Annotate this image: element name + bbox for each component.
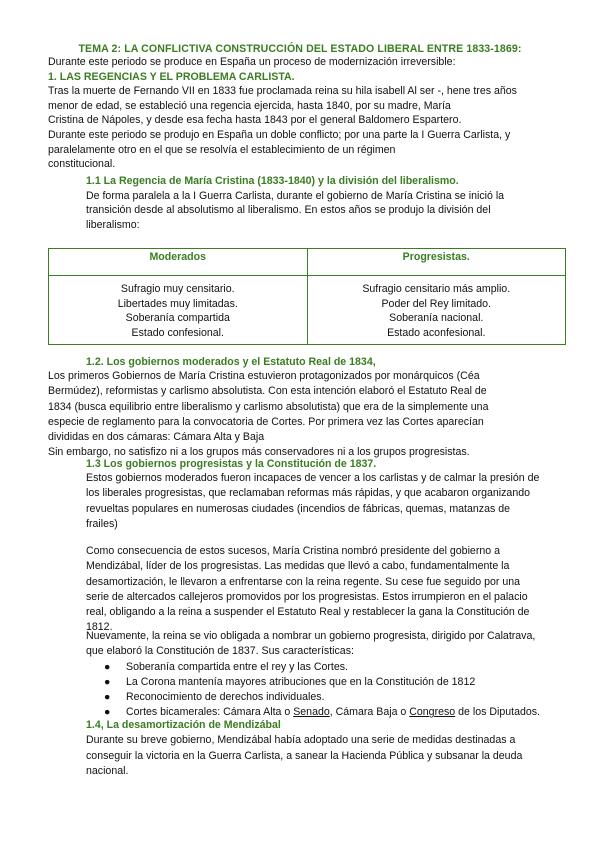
section-1-3-para3	[86, 629, 576, 660]
section1-heading: 1. LAS REGENCIAS Y EL PROBLEMA CARLISTA.	[48, 70, 295, 83]
list-item-text: La Corona mantenía mayores atribuciones que en la Constitución de 1812	[126, 676, 476, 689]
body-line: frailes)	[86, 517, 118, 530]
bullet-icon: ●	[104, 691, 111, 704]
section-1-4-block	[86, 718, 576, 779]
text-fragment: , Cámara Baja o	[329, 706, 410, 719]
page-title: TEMA 2: LA CONFLICTIVA CONSTRUCCIÓN DEL ESTADO LIBERAL ENTRE 1833-1869:	[78, 43, 522, 55]
header-moderados: Moderados	[49, 249, 308, 276]
body-line: los liberales progresistas, que reclamaban reformas más rápidas, y que acabaron organizando	[86, 487, 531, 500]
intro-line: Durante este periodo se produce en España un proceso de modernización irreversible:	[48, 56, 456, 68]
body-line: Tras la muerte de Fernando VII en 1833 fue proclamada reina su hila isabell Al ser -, hene tres años	[48, 85, 517, 98]
body-line: serie de altercados callejeros promovidos por los progresistas. Estos irrumpieron en el palacio	[86, 590, 528, 603]
body-line: especie de reglamento para la convocatoria de Cortes. Por primera vez las Cortes aparecían	[48, 415, 484, 428]
section-1-3-para2	[86, 544, 576, 636]
body-line: 1834 (busca equilibrio entre liberalismo y carlismo absolutista) que era de la simplemente una	[48, 400, 489, 413]
text-fragment: Cortes bicamerales: Cámara Alta o	[126, 706, 294, 719]
body-line: 1812.	[86, 621, 113, 634]
body-line: revueltas populares en numerosas ciudades (incendios de fábricas, quemas, matanzas de	[86, 502, 510, 515]
body-line: nacional.	[86, 764, 129, 777]
section-1-1-block	[86, 174, 556, 232]
body-line: Mendizábal, líder de los progresistas. Las medidas que llevó a cabo, fundamentalmente la	[86, 560, 510, 573]
liberalism-comparison-table	[48, 248, 566, 345]
body-line: desamortización, le llevaron a enfrentarse con la reina regente. Su cese fue seguido por una	[86, 575, 521, 588]
section-1-3-para1	[86, 471, 576, 532]
text-fragment: de los Diputados.	[455, 706, 540, 719]
constitution-characteristics-list	[86, 660, 566, 720]
section-1-2-body	[48, 369, 568, 461]
list-item	[86, 675, 566, 690]
body-line: Bermúdez), reformistas y carlismo absolutista. Con esta intención elaboró el Estatuto Real de	[48, 385, 487, 398]
section-1-1-heading: 1.1 La Regencia de María Cristina (1833-1840) y la división del liberalismo.	[86, 175, 459, 187]
body-line: divididas en dos cámaras: Cámara Alta y Baja	[48, 431, 265, 444]
list-item-text: Reconocimiento de derechos individuales.	[126, 691, 325, 704]
moderados-item: Soberanía compartida	[125, 312, 230, 325]
list-item-text: Soberanía compartida entre el rey y las Cortes.	[126, 661, 348, 673]
body-line: transición desde al absolutismo al liberalismo. En estos años se produjo la división del	[86, 204, 491, 217]
senado-term: Senado	[293, 706, 330, 719]
bullet-icon: ●	[104, 706, 111, 719]
section-1-2-heading: 1.2. Los gobiernos moderados y el Estatuto Real de 1834,	[86, 356, 376, 368]
body-line: Durante su breve gobierno, Mendizábal había adoptado una serie de medidas destinadas a	[86, 734, 516, 747]
body-line: liberalismo:	[86, 218, 140, 231]
body-line: menor de edad, se estableció una regencia ejercida, hasta 1840, por su madre, María	[48, 99, 451, 112]
section1-block	[48, 55, 517, 172]
body-line: constitucional.	[48, 158, 116, 171]
moderados-item: Sufragio muy censitario.	[120, 283, 235, 295]
list-item-text	[126, 706, 540, 718]
bullet-icon: ●	[104, 676, 111, 689]
section-1-3-heading: 1.3 Los gobiernos progresistas y la Constitución de 1837.	[86, 458, 377, 470]
body-line: De forma paralela a la I Guerra Carlista, durante el gobierno de María Cristina se inició la	[86, 189, 505, 202]
body-line: paralelamente otro en el que se resolvía el establecimiento de un régimen	[48, 143, 396, 156]
list-item	[86, 690, 566, 705]
body-line: Sin embargo, no satisfizo ni a los grupos más conservadores ni a los grupos progresistas.	[48, 446, 470, 459]
body-line: Cristina de Nápoles, y desde esa fecha hasta 1843 por el general Baldomero Espartero.	[48, 114, 462, 127]
progresistas-item: Poder del Rey limitado.	[381, 297, 492, 310]
table-row	[49, 276, 566, 345]
moderados-item: Estado confesional.	[131, 326, 224, 339]
body-line: Nuevamente, la reina se vio obligada a nombrar un gobierno progresista, dirigido por Calatrava,	[86, 630, 536, 642]
progresistas-cell	[307, 276, 566, 345]
header-progresistas: Progresistas.	[307, 249, 566, 276]
bullet-icon: ●	[104, 661, 111, 673]
section-1-2-heading-wrap	[86, 355, 376, 370]
section-1-4-heading: 1.4, La desamortización de Mendizábal	[86, 719, 281, 731]
progresistas-item: Estado aconfesional.	[387, 326, 486, 339]
progresistas-item: Sufragio censitario más amplio.	[362, 283, 511, 295]
body-line: Durante este periodo se produjo en España un doble conflicto; por una parte la I Guerra Carlista, y	[48, 128, 511, 141]
moderados-cell	[49, 276, 308, 345]
moderados-item: Libertades muy limitadas.	[117, 297, 238, 310]
body-line: Como consecuencia de estos sucesos, María Cristina nombró presidente del gobierno a	[86, 545, 500, 557]
body-line: Estos gobiernos moderados fueron incapaces de vencer a los carlistas y de calmar la presión de	[86, 472, 540, 484]
congreso-term: Congreso	[409, 706, 456, 719]
section-1-3-heading-wrap	[86, 457, 376, 472]
progresistas-item: Soberanía nacional.	[389, 312, 484, 325]
body-line: Los primeros Gobiernos de María Cristina estuvieron protagonizados por monárquicos (Céa	[48, 370, 480, 382]
table-header-row	[49, 249, 566, 276]
list-item	[86, 660, 566, 675]
body-line: que elaboró la Constitución de 1837. Sus características:	[86, 645, 354, 658]
body-line: conseguir la victoria en la Guerra Carlista, a sanear la Hacienda Pública y subsanar la deuda	[86, 749, 523, 762]
body-line: real, obligando a la reina a suspender el Estatuto Real y restablecer la gana la Constitución de	[86, 606, 530, 619]
